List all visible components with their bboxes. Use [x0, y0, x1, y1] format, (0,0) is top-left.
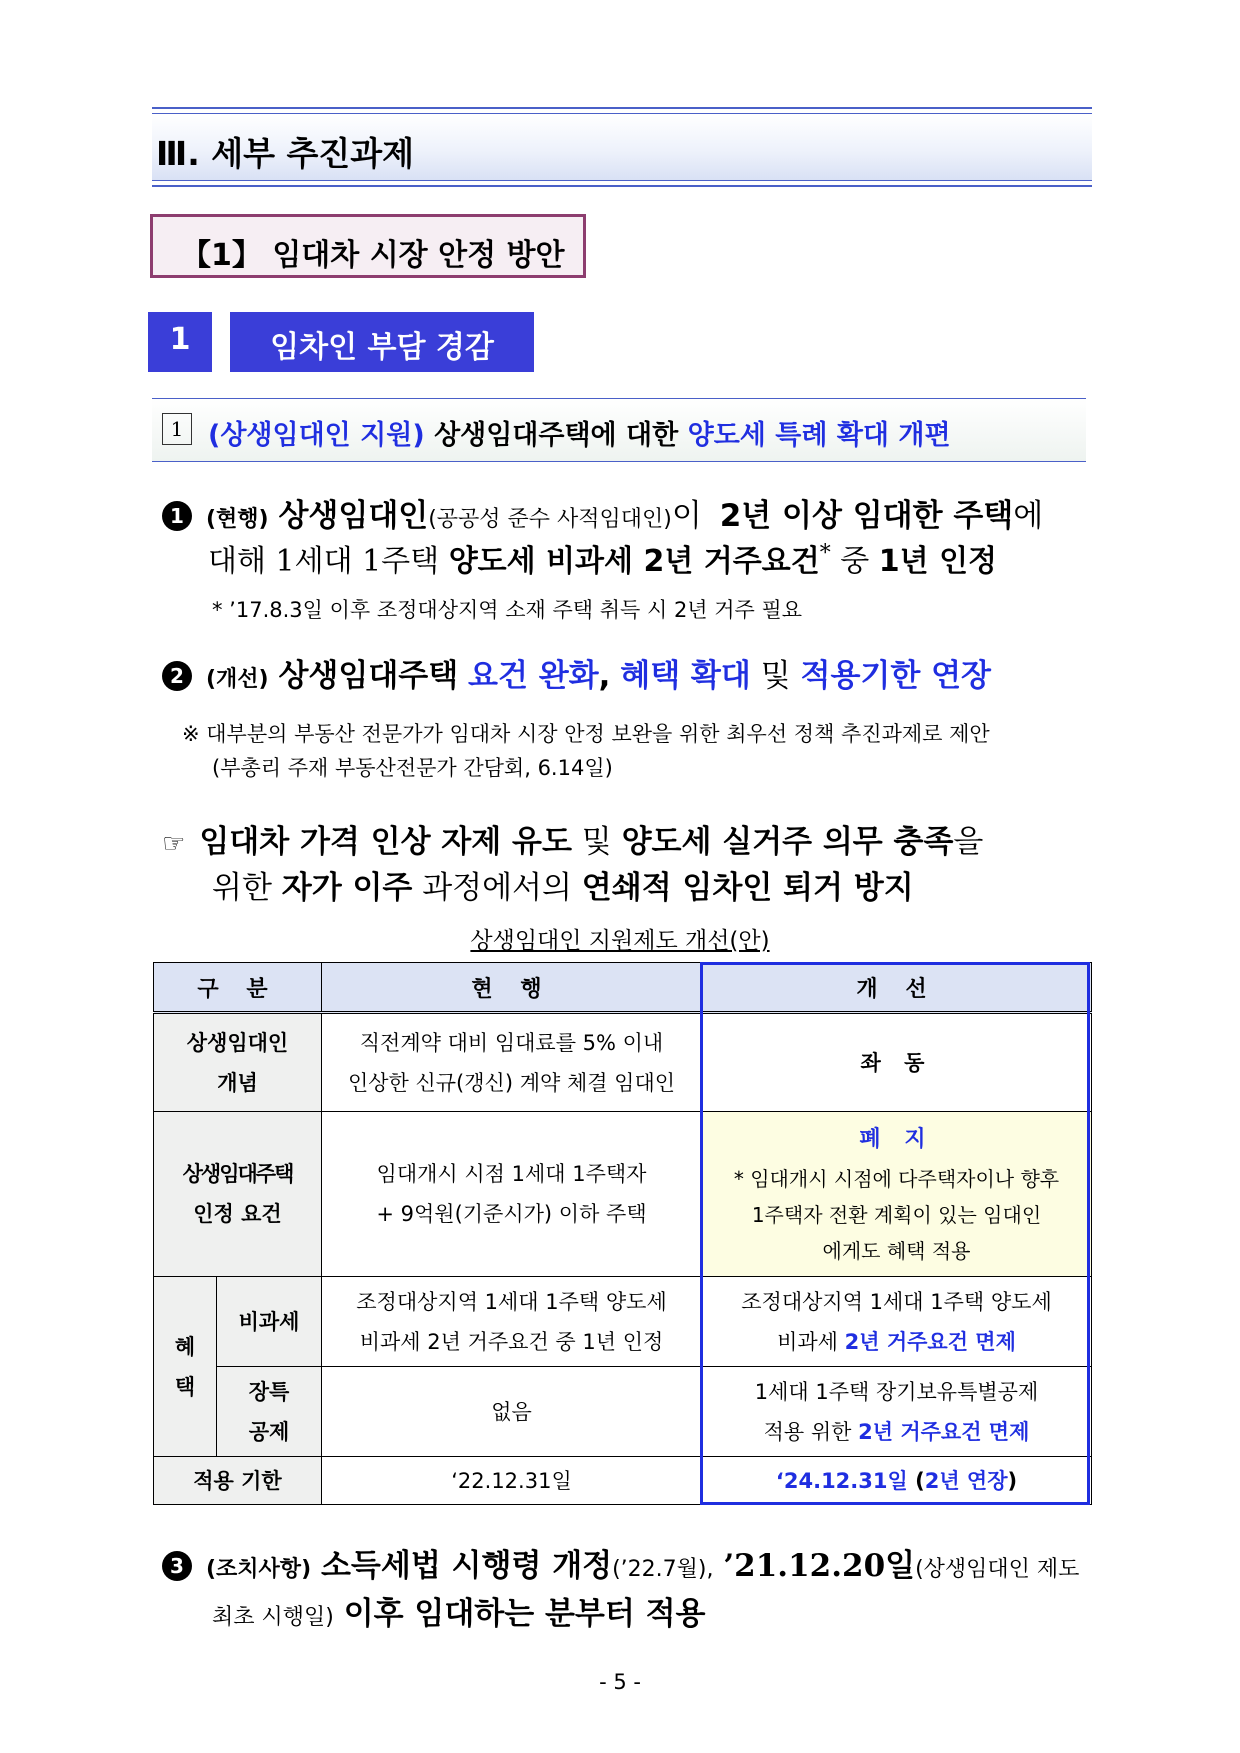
row3-current [322, 1277, 702, 1367]
subsection-title: 【1】 임대차 시장 안정 방안 [181, 238, 565, 273]
conclusion-line2 [212, 862, 914, 907]
point3-t2: (’22.7월), [612, 1557, 714, 1582]
conclusion-t7: 과정에서의 [422, 870, 572, 906]
section-title: Ⅲ. 세부 추진과제 [156, 134, 414, 173]
row2-new-note3: 에게도 혜택 적용 [822, 1239, 971, 1263]
topic-prefix: (상생임대인 지원) [208, 420, 425, 451]
category-title-box [230, 312, 534, 372]
point1-star: * [819, 541, 831, 566]
point1-line2 [208, 536, 997, 580]
point3-t5: 최초 시행일) [212, 1605, 334, 1630]
section-top-rule [152, 107, 1092, 114]
conclusion-t2: 및 [581, 824, 612, 860]
header-current: 현 행 [322, 963, 702, 1013]
row1-current2: 인상한 신규(갱신) 계약 체결 임대인 [347, 1070, 676, 1095]
point2-expand: 혜택 확대 [620, 658, 751, 694]
row2-current [322, 1112, 702, 1277]
benefit-label2: 택 [174, 1374, 196, 1399]
point2-comma: , [598, 658, 611, 694]
point1-label: (현행) [206, 507, 269, 532]
conclusion-t1: 임대차 가격 인상 자제 유도 [199, 824, 572, 860]
table-caption-text: 상생임대인 지원제도 개선(안) [470, 928, 770, 954]
row5-current: ‘22.12.31일 [322, 1457, 702, 1505]
point1-josa: 이 [671, 498, 702, 534]
row2-current2: + 9억원(기준시가) 이하 주택 [376, 1202, 647, 1226]
row5-paren-open: ( [915, 1468, 925, 1493]
row1-label2: 개념 [217, 1070, 258, 1095]
category-title: 임차인 부담 경감 [270, 330, 494, 365]
conclusion-t8: 연쇄적 임차인 퇴거 방지 [581, 870, 914, 906]
row1-current [322, 1013, 702, 1112]
point2-subject: 상생임대주택 [278, 658, 459, 694]
row4-label1: 장특 [248, 1379, 290, 1404]
point2-label: (개선) [206, 667, 269, 692]
row1-new: 좌 동 [702, 1013, 1092, 1112]
row2-current1: 임대개시 시점 1세대 1주택자 [376, 1162, 647, 1186]
benefit-label [154, 1277, 217, 1457]
row4-new2b: 2년 거주요건 면제 [858, 1419, 1030, 1444]
topic-box [152, 398, 1086, 462]
point1-footnote: * ’17.8.3일 이후 조정대상지역 소재 주택 취득 시 2년 거주 필요 [212, 598, 803, 622]
row3-current1: 조정대상지역 1세대 1주택 양도세 [356, 1289, 667, 1314]
row2-new-note2: 1주택자 전환 계획이 있는 임대인 [751, 1203, 1042, 1227]
point1-t9: 중 [840, 544, 870, 579]
point1-paren: (공공성 준수 사적임대인) [428, 507, 672, 532]
row3-label: 비과세 [217, 1277, 322, 1367]
row4-new2a: 적용 위한 [763, 1419, 852, 1444]
conclusion-t6: 자가 이주 [281, 870, 413, 906]
row4-new1: 1세대 1주택 장기보유특별공제 [754, 1379, 1039, 1404]
row1-current1: 직전계약 대비 임대료를 5% 이내 [359, 1030, 664, 1055]
point1-t6: 대해 1세대 1주택 [208, 544, 440, 579]
header-category: 구 분 [154, 963, 322, 1013]
row5-new-date: ‘24.12.31일 [775, 1468, 908, 1493]
benefit-label1: 혜 [174, 1334, 196, 1359]
topic-number-box: 1 [162, 413, 192, 445]
point1-t10: 1년 인정 [878, 544, 998, 579]
point2-line [162, 650, 991, 695]
table-caption [0, 922, 1240, 955]
row5-extension: 2년 연장 [924, 1468, 1008, 1493]
row2-new-note1: * 임대개시 시점에 다주택자이나 향후 [733, 1167, 1060, 1191]
new-column-highlight-frame [700, 962, 1090, 1505]
topic-emphasis: 양도세 특례 확대 개편 [687, 420, 951, 451]
hand-pointer-icon: ☞ [162, 829, 186, 859]
conclusion-line1 [162, 816, 983, 861]
row4-label2: 공제 [248, 1419, 290, 1444]
point3-t4: (상생임대인 제도 [915, 1557, 1080, 1582]
point2-extend: 적용기한 연장 [800, 658, 991, 694]
row2-label1: 상생임대주택 [182, 1162, 293, 1186]
point1-emphasis: 2년 이상 임대한 주택 [719, 498, 1014, 534]
point3-label: (조치사항) [206, 1557, 312, 1582]
point3-t1: 소득세법 시행령 개정 [320, 1548, 613, 1584]
row3-new2a: 비과세 [777, 1329, 838, 1354]
row2-new-title: 폐 지 [859, 1127, 934, 1152]
row1-label1: 상생임대인 [186, 1030, 289, 1055]
conclusion-t3: 양도세 실거주 의무 충족 [621, 824, 954, 860]
point1-t7: 양도세 비과세 2년 거주요건 [448, 544, 820, 579]
page-number: - 5 - [599, 1670, 641, 1694]
row1-label [154, 1013, 322, 1112]
row3-current2: 비과세 2년 거주요건 중 1년 인정 [359, 1329, 664, 1354]
row5-paren-close: ) [1007, 1468, 1018, 1493]
section-bottom-rule [152, 180, 1092, 187]
section-title-bar [152, 114, 1092, 180]
category-number-box [148, 312, 212, 372]
point1-line1 [162, 490, 1043, 535]
row2-label2: 인정 요건 [193, 1202, 282, 1226]
point2-note-line1: ※ 대부분의 부동산 전문가가 임대차 시장 안정 보완을 위한 최우선 정책 추진과제로 제안 [182, 722, 990, 746]
row4-current: 없음 [322, 1367, 702, 1457]
point3-marker: 3 [162, 1551, 192, 1581]
point1-marker: 1 [162, 501, 192, 531]
row3-new2b: 2년 거주요건 면제 [844, 1329, 1016, 1354]
point3-line1 [162, 1540, 1079, 1585]
conclusion-t4: 을 [953, 824, 984, 860]
point2-note-line2: (부총리 주재 부동산전문가 간담회, 6.14일) [212, 756, 613, 780]
topic-mid: 상생임대주택에 대한 [434, 420, 679, 451]
conclusion-t5: 위한 [212, 870, 272, 906]
point1-subject: 상생임대인 [278, 498, 429, 534]
point3-t3: ’21.12.20일 [723, 1548, 916, 1584]
point1-josa2: 에 [1013, 498, 1044, 534]
point3-t6: 이후 임대하는 분부터 적용 [343, 1596, 706, 1632]
point2-relax: 요건 완화 [468, 658, 599, 694]
point2-marker: 2 [162, 661, 192, 691]
row5-label: 적용 기한 [154, 1457, 322, 1505]
row2-label [154, 1112, 322, 1277]
subsection-box [150, 214, 586, 278]
topic-text [208, 413, 951, 452]
row3-new1: 조정대상지역 1세대 1주택 양도세 [741, 1289, 1052, 1314]
point2-and: 및 [760, 658, 791, 694]
point3-line2 [212, 1588, 706, 1633]
row4-label [217, 1367, 322, 1457]
header-new: 개 선 [702, 963, 1092, 1013]
category-number: 1 [169, 322, 191, 357]
